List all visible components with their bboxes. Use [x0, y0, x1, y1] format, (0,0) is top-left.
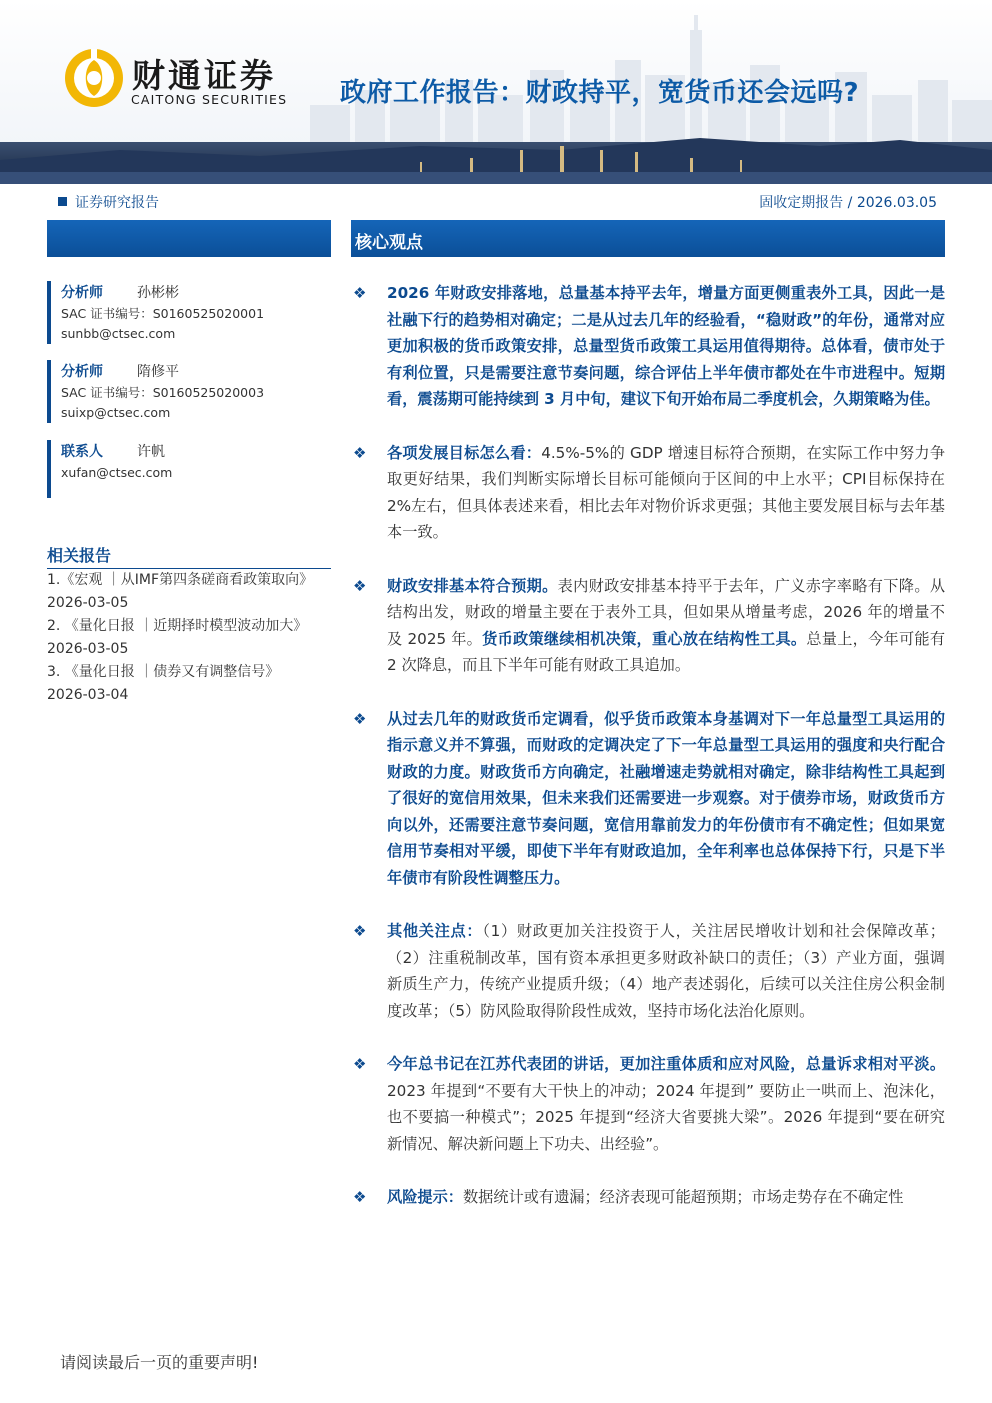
- bullet-item: [351, 1051, 945, 1157]
- bullet-text: 4.5%-5%的 GDP 增速目标符合预期，在实际工作中努力争取更好结果，我们判断实际增长目标可能倾向于区间的中上水平；CPI目标保持在 2%左右，但具体表述来看，相比去年对物价诉求更强；其他主要发展目标与去年基本一致。: [387, 443, 946, 541]
- bullet-bold: 2026 年财政安排落地，总量基本持平去年，增量方面更侧重表外工具，因此一是社融下行的趋势相对确定；二是从过去几年的经验看，“稳财政”的年份，通常对应更加积极的货币政策安排，总量型货币政策工具运用值得期待。总体看，债市处于有利位置，只是需要注意节奏问题，综合评估上半年债市都处在牛市进程中。短期看，震荡期可能持续到 3 月中旬，建议下旬开始布局二季度机会，久期策略为佳。: [387, 284, 945, 408]
- related-report-title[interactable]: 3. 《量化日报 ｜债券又有调整信号》: [47, 664, 280, 680]
- core-view-bar: [351, 220, 945, 257]
- analyst-card: [47, 281, 329, 344]
- contact-name: 许帆: [137, 444, 165, 460]
- analyst-card: [47, 360, 329, 423]
- bullet-bold: 其他关注点：: [387, 922, 483, 940]
- diamond-bullet-icon: ❖: [353, 1055, 367, 1073]
- bullet-text: 数据统计或有遗漏；经济表现可能超预期；市场走势存在不确定性: [462, 1188, 904, 1206]
- diamond-bullet-icon: ❖: [353, 284, 367, 302]
- bullet-bold: 货币政策继续相机决策，重心放在结构性工具。: [482, 629, 807, 648]
- diamond-bullet-icon: ❖: [353, 922, 367, 940]
- bullet-bold: 从过去几年的财政货币定调看，似乎货币政策本身基调对下一年总量型工具运用的指示意义并不算强，而财政的定调决定了下一年总量型工具运用的强度和央行配合财政的力度。财政货币方向确定，社融增速走势就相对确定，除非结构性工具起到了很好的宽信用效果，但未来我们还需要进一步观察。对于债券市场，财政货币方向以外，还需要注意节奏问题，宽信用靠前发力的年份债市有不确定性；但如果宽信用节奏相对平缓，即使下半年有财政追加，全年利率也总体保持下行，只是下半年债市有阶段性调整压力。: [387, 709, 945, 887]
- related-report-date: 2026-03-04: [47, 687, 129, 703]
- related-report-title[interactable]: 1.《宏观 ｜从IMF第四条磋商看政策取向》: [47, 572, 314, 588]
- sidebar-header-bar: [47, 220, 331, 257]
- report-category-label: 证券研究报告: [75, 195, 159, 211]
- bullet-bold: 风险提示：: [387, 1188, 463, 1206]
- logo-text-cn: 财通证券: [132, 56, 276, 95]
- bullet-bold: 财政安排基本符合预期。: [387, 576, 558, 595]
- square-bullet-icon: [58, 197, 67, 206]
- report-type-date: 固收定期报告 / 2026.03.05: [759, 195, 937, 211]
- related-reports-list: [47, 569, 347, 707]
- analyst-name: 隋修平: [137, 364, 179, 380]
- contact-email[interactable]: xufan@ctsec.com: [61, 465, 173, 480]
- bullet-item: [351, 706, 945, 892]
- bullet-item: [351, 573, 945, 679]
- analyst-cert: SAC 证书编号：S0160525020001: [61, 306, 265, 321]
- bullet-bold: 各项发展目标怎么看：: [387, 443, 542, 462]
- related-report-date: 2026-03-05: [47, 641, 129, 657]
- related-report-title[interactable]: 2. 《量化日报 ｜近期择时模型波动加大》: [47, 618, 308, 634]
- report-header: [0, 0, 992, 188]
- bullet-item: [351, 440, 945, 546]
- analyst-role: 分析师: [61, 285, 103, 301]
- contact-card: [47, 440, 329, 498]
- bullet-bold: 今年总书记在江苏代表团的讲话，更加注重体质和应对风险，总量诉求相对平淡。: [387, 1055, 945, 1073]
- diamond-bullet-icon: ❖: [353, 709, 367, 728]
- analyst-email[interactable]: sunbb@ctsec.com: [61, 326, 176, 341]
- bullet-item: [351, 1184, 945, 1211]
- footer-disclaimer: 请阅读最后一页的重要声明!: [60, 1353, 259, 1372]
- diamond-bullet-icon: ❖: [353, 443, 367, 462]
- bullet-item: [351, 918, 945, 1024]
- diamond-bullet-icon: ❖: [353, 1188, 367, 1206]
- analyst-role: 分析师: [61, 364, 103, 380]
- logo-text-en: CAITONG SECURITIES: [131, 92, 288, 107]
- bullet-text: （1）财政更加关注投资于人，关注居民增收计划和社会保障改革；（2）注重税制改革，国有资本承担更多财政补缺口的责任；（3）产业方面，强调新质生产力，传统产业提质升级；（4）地产表述弱化，后续可以关注住房公积金制度改革；（5）防风险取得阶段性成效，坚持市场化法治化原则。: [387, 922, 945, 1020]
- diamond-bullet-icon: ❖: [353, 576, 367, 595]
- bullet-text: 总量上，今年可能有 2 次降息，而且下半年可能有财政工具追加。: [387, 629, 945, 674]
- related-reports-title: 相关报告: [47, 543, 331, 569]
- report-category: [58, 192, 159, 212]
- analyst-email[interactable]: suixp@ctsec.com: [61, 405, 171, 420]
- bullet-text: 2023 年提到“不要有大干快上的冲动；2024 年提到” 要防止一哄而上、泡沫化，也不要搞一种模式”；2025 年提到“经济大省要挑大梁”。2026 年提到“要在研究新情况、解决新问题上下功夫、出经验”。: [387, 1081, 945, 1153]
- caitong-emblem-icon: [62, 46, 126, 110]
- bullet-text: 表内财政安排基本持平于去年，广义赤字率略有下降。从结构出发，财政的增量主要在于表外工具，但如果从增量考虑，2026 年的增量不及 2025 年。: [387, 576, 946, 648]
- core-view-title: 核心观点: [355, 233, 423, 253]
- related-report-date: 2026-03-05: [47, 595, 129, 611]
- analyst-name: 孙彬彬: [137, 285, 179, 301]
- core-view-bullets: [351, 280, 945, 1211]
- report-title: 政府工作报告：财政持平，宽货币还会远吗?: [340, 78, 860, 108]
- analyst-cert: SAC 证书编号：S0160525020003: [61, 385, 265, 400]
- contact-role: 联系人: [61, 444, 103, 460]
- caitong-logo: [62, 46, 302, 110]
- bullet-item: [351, 280, 945, 413]
